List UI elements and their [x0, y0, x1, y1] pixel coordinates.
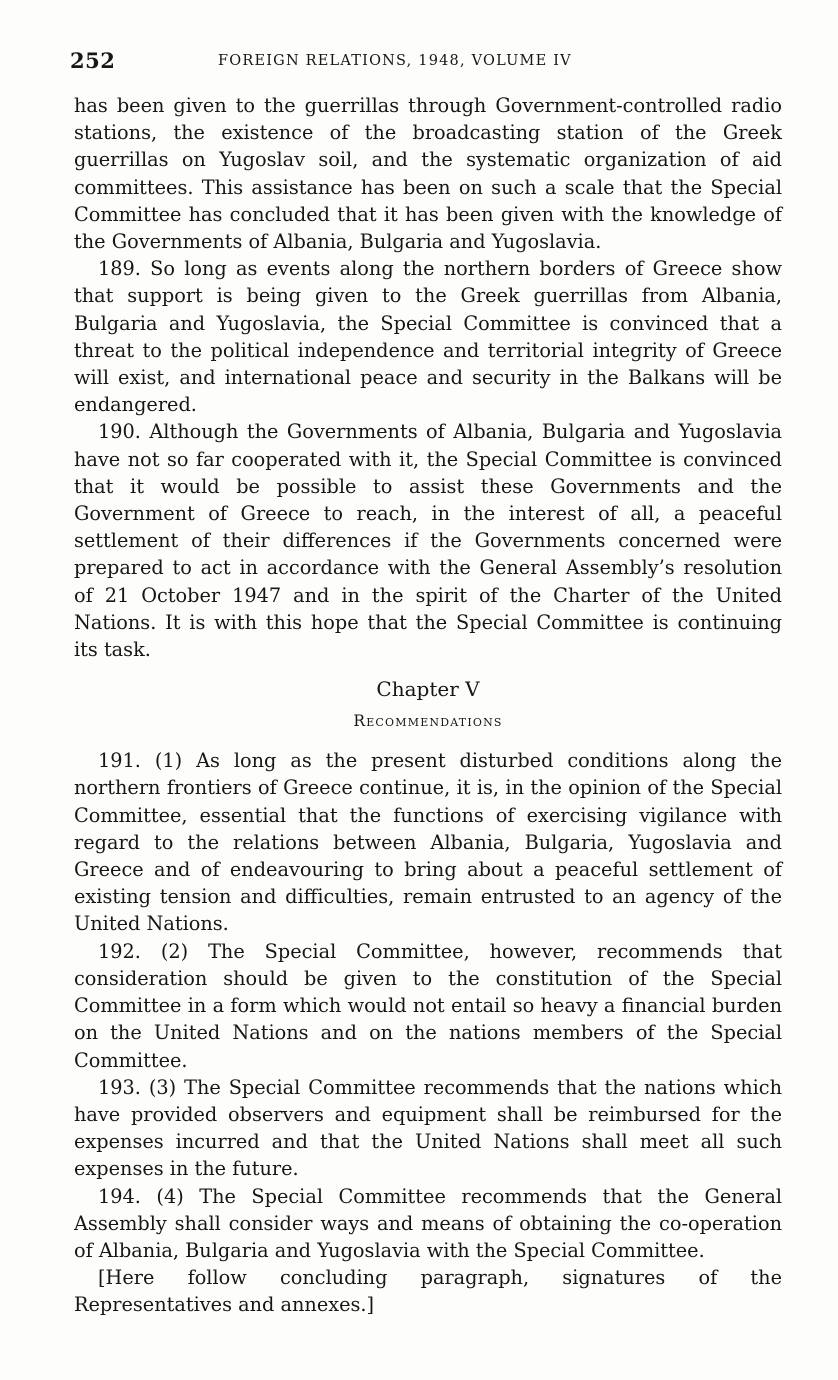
section-title: Recommendations: [353, 712, 503, 731]
paragraph-191: 191. (1) As long as the present disturbed conditions along the northern frontiers of Greece continue, it is, in the opinion of the Special Committee, essential that the functions of exercising vigilance with regard to the relations between Albania, Bulgaria, Yugoslavia and Greece and of endeavouring to bring about a peaceful settlement of existing tension and difficulties, remain entrusted to an agency of the United Nations.: [74, 749, 782, 936]
running-title: FOREIGN RELATIONS, 1948, VOLUME IV: [218, 53, 572, 69]
document-body: [74, 92, 782, 1319]
editorial-note: [Here follow concluding paragraph, signatures of the Representatives and annexes.]: [74, 1266, 782, 1317]
page-header: [70, 48, 782, 80]
paragraph-193: 193. (3) The Special Committee recommends that the nations which have provided observers and equipment shall be reimbursed for the expenses incurred and that the United Nations shall meet all such expenses in the future.: [74, 1075, 782, 1181]
paragraph-190: 190. Although the Governments of Albania, Bulgaria and Yugoslavia have not so far cooperated with it, the Special Committee is convinced that it would be possible to assist these Governments and the Government of Greece to reach, in the interest of all, a peaceful settlement of their differences if the Governments concerned were prepared to act in accordance with the General Assembly’s resolution of 21 October 1947 and in the spirit of the Charter of the United Nations. It is with this hope that the Special Committee is continuing its task.: [74, 420, 782, 662]
paragraph-194: 194. (4) The Special Committee recommends that the General Assembly shall consider ways and means of obtaining the co-operation of Albania, Bulgaria and Yugoslavia with the Special Committee.: [74, 1184, 782, 1262]
chapter-heading: Chapter V: [376, 677, 480, 702]
paragraph-continuation: has been given to the guerrillas through Government-controlled radio stations, the existence of the broadcasting station of the Greek guerrillas on Yugoslav soil, and the systematic organization of aid committees. This assistance has been on such a scale that the Special Committee has concluded that it has been given with the knowledge of the Governments of Albania, Bulgaria and Yugoslavia.: [74, 94, 782, 254]
page-number: 252: [70, 48, 116, 73]
paragraph-189: 189. So long as events along the northern borders of Greece show that support is being given to the Greek guerrillas from Albania, Bulgaria and Yugoslavia, the Special Committee is convinced that a threat to the political independence and territorial integrity of Greece will exist, and international peace and security in the Balkans will be endangered.: [74, 257, 782, 417]
paragraph-192: 192. (2) The Special Committee, however, recommends that consideration should be given to the constitution of the Special Committee in a form which would not entail so heavy a financial burden on the United Nations and on the nations members of the Special Committee.: [74, 939, 782, 1072]
